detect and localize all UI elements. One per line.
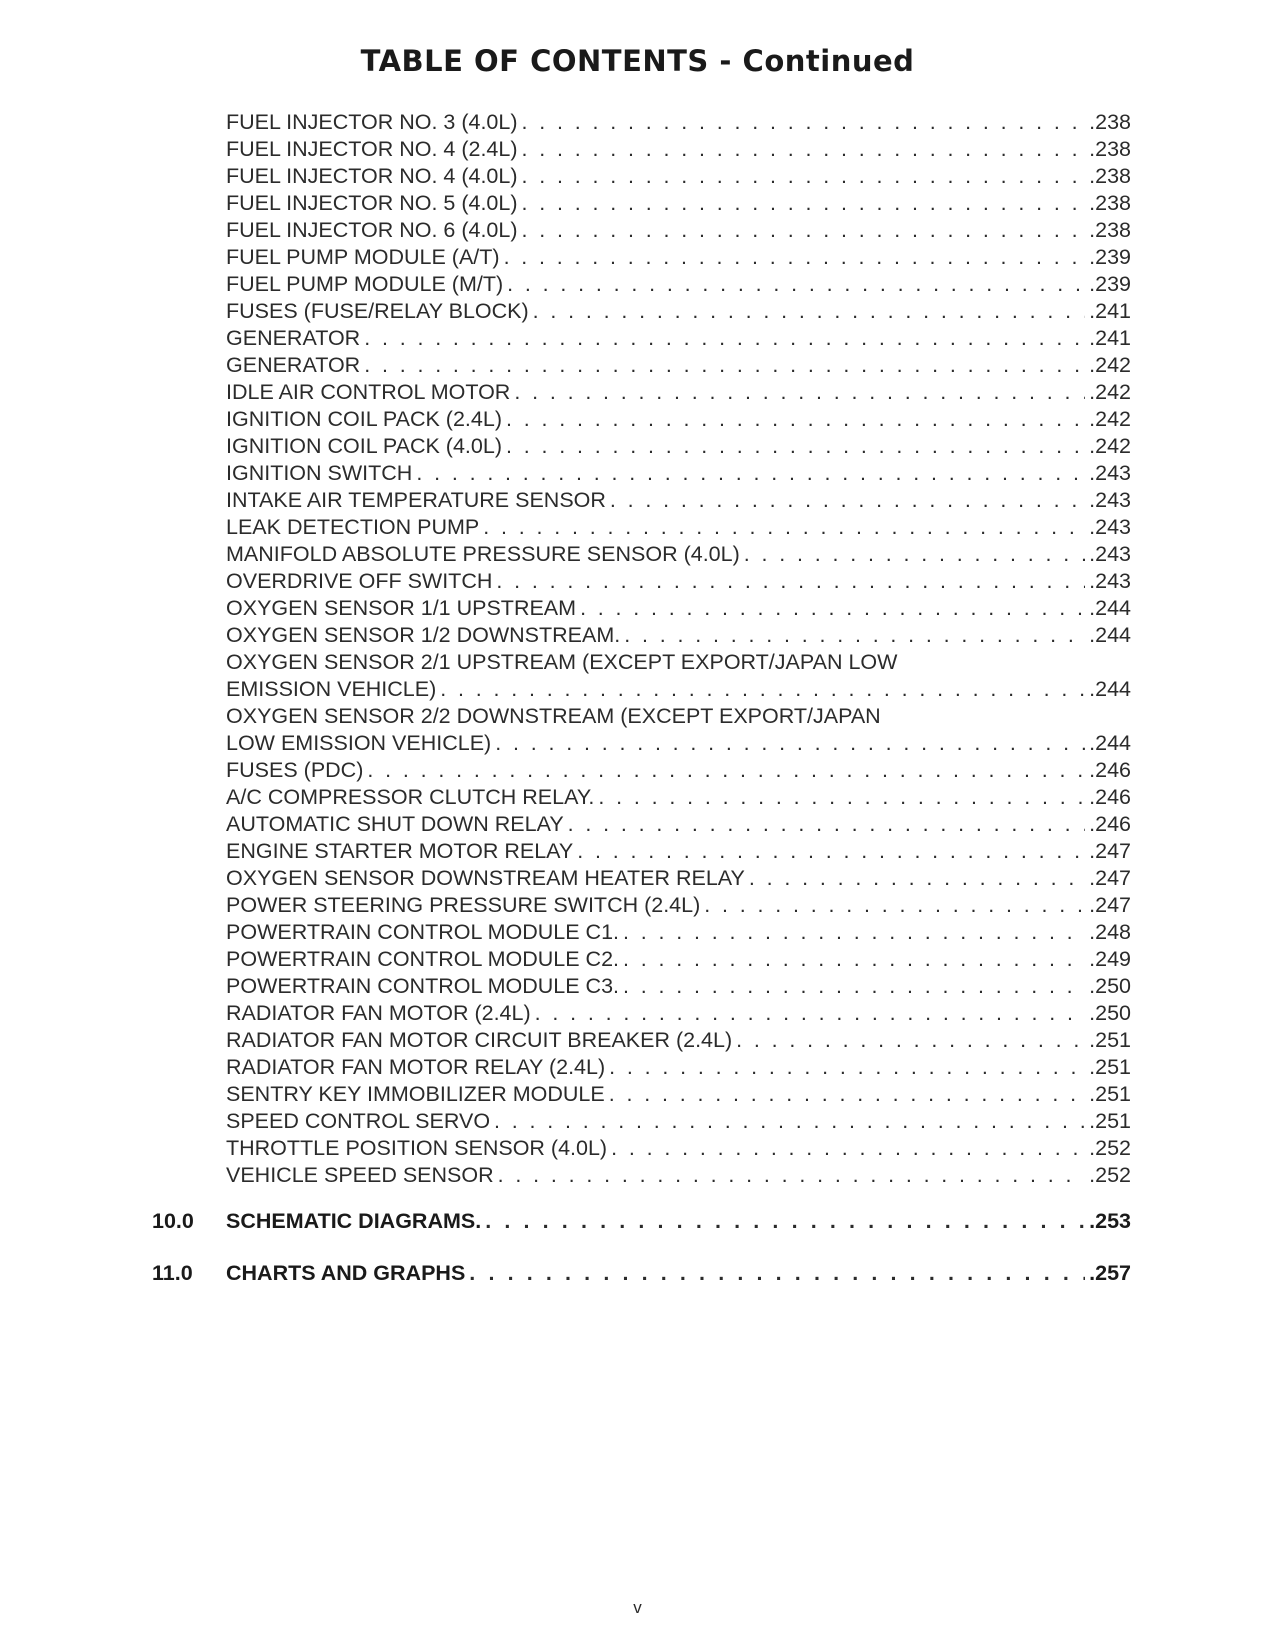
section-number: 11.0 — [152, 1261, 193, 1285]
dot-leader — [609, 1054, 1085, 1081]
entry-label-continued: EMISSION VEHICLE) — [226, 677, 437, 701]
entry-page: .238 — [1089, 137, 1131, 161]
dot-leader — [624, 622, 1085, 649]
entry-label: LEAK DETECTION PUMP — [226, 515, 480, 539]
toc-entry — [226, 865, 1131, 892]
toc-entry — [226, 1135, 1131, 1162]
entry-page: .249 — [1089, 947, 1131, 971]
dot-leader — [494, 1108, 1085, 1135]
entry-page: .251 — [1089, 1028, 1131, 1052]
dot-leader — [610, 487, 1085, 514]
entry-page: .252 — [1089, 1163, 1131, 1187]
entry-page: .252 — [1089, 1136, 1131, 1160]
dot-leader — [496, 568, 1085, 595]
toc-entry — [226, 541, 1131, 568]
toc-entry — [226, 973, 1131, 1000]
entry-label: INTAKE AIR TEMPERATURE SENSOR — [226, 488, 606, 512]
entry-page: .246 — [1089, 758, 1131, 782]
entry-page: .239 — [1089, 245, 1131, 269]
toc-entry — [226, 136, 1131, 163]
dot-leader — [623, 946, 1085, 973]
entry-label: ENGINE STARTER MOTOR RELAY — [226, 839, 574, 863]
dot-leader — [522, 109, 1086, 136]
dot-leader — [506, 433, 1085, 460]
entry-label: POWERTRAIN CONTROL MODULE C1. — [226, 920, 620, 944]
entry-page: .243 — [1089, 461, 1131, 485]
dot-leader — [623, 973, 1085, 1000]
entry-label: IDLE AIR CONTROL MOTOR — [226, 380, 511, 404]
dot-leader — [364, 352, 1085, 379]
entry-page: .244 — [1089, 731, 1131, 755]
toc-entry — [226, 1054, 1131, 1081]
entry-page: .247 — [1089, 839, 1131, 863]
entry-page: .243 — [1089, 488, 1131, 512]
toc-entry — [226, 757, 1131, 784]
entry-page: .241 — [1089, 326, 1131, 350]
entry-page: .243 — [1089, 569, 1131, 593]
toc-entry — [226, 946, 1131, 973]
page-title: TABLE OF CONTENTS - Continued — [360, 44, 915, 78]
entry-page: .242 — [1089, 407, 1131, 431]
entry-page: .243 — [1089, 542, 1131, 566]
dot-leader — [749, 865, 1085, 892]
toc-entry — [226, 595, 1131, 622]
dot-leader — [416, 460, 1085, 487]
dot-leader — [506, 406, 1085, 433]
dot-leader — [580, 595, 1085, 622]
section-page: .253 — [1089, 1209, 1131, 1233]
toc-entry — [226, 352, 1131, 379]
dot-leader — [514, 379, 1085, 406]
entry-page: .247 — [1089, 866, 1131, 890]
section-row-schematic-diagrams — [152, 1209, 1131, 1234]
entry-page: .242 — [1089, 434, 1131, 458]
dot-leader — [440, 676, 1085, 703]
entry-label: RADIATOR FAN MOTOR CIRCUIT BREAKER (2.4L) — [226, 1028, 733, 1052]
entry-page: .238 — [1089, 191, 1131, 215]
toc-entry — [226, 1027, 1131, 1054]
entry-page: .247 — [1089, 893, 1131, 917]
toc-entry — [226, 433, 1131, 460]
entry-label: RADIATOR FAN MOTOR RELAY (2.4L) — [226, 1055, 606, 1079]
entry-label: GENERATOR — [226, 353, 361, 377]
entry-label: FUEL INJECTOR NO. 4 (4.0L) — [226, 164, 518, 188]
toc-entry — [226, 325, 1131, 352]
entry-page: .250 — [1089, 974, 1131, 998]
toc-entry — [226, 406, 1131, 433]
entry-label: OVERDRIVE OFF SWITCH — [226, 569, 493, 593]
entry-label: FUEL INJECTOR NO. 3 (4.0L) — [226, 110, 518, 134]
section-number: 10.0 — [152, 1209, 194, 1233]
toc-entry — [226, 1000, 1131, 1027]
toc-entry — [226, 487, 1131, 514]
dot-leader — [522, 217, 1086, 244]
entry-label: A/C COMPRESSOR CLUTCH RELAY. — [226, 785, 595, 809]
entry-label: POWERTRAIN CONTROL MODULE C3. — [226, 974, 620, 998]
toc-entry — [226, 784, 1131, 811]
entry-page: .244 — [1089, 677, 1131, 701]
entry-label: RADIATOR FAN MOTOR (2.4L) — [226, 1001, 531, 1025]
toc-entry — [226, 244, 1131, 271]
entry-page: .244 — [1089, 596, 1131, 620]
entry-label: FUEL INJECTOR NO. 6 (4.0L) — [226, 218, 518, 242]
toc-entry — [226, 190, 1131, 217]
entry-label: GENERATOR — [226, 326, 361, 350]
toc-entry — [226, 649, 1131, 703]
dot-leader — [364, 325, 1085, 352]
toc-entry — [226, 703, 1131, 757]
toc-entry — [226, 514, 1131, 541]
toc-entry — [226, 460, 1131, 487]
entry-label: VEHICLE SPEED SENSOR — [226, 1163, 494, 1187]
entry-page: .242 — [1089, 380, 1131, 404]
dot-leader — [522, 163, 1086, 190]
dot-leader — [577, 838, 1085, 865]
entry-label: FUEL PUMP MODULE (A/T) — [226, 245, 500, 269]
toc-entry — [226, 271, 1131, 298]
entry-page: .246 — [1089, 812, 1131, 836]
dot-leader — [598, 784, 1085, 811]
dot-leader — [469, 1261, 1085, 1286]
dot-leader — [533, 298, 1085, 325]
entry-page: .244 — [1089, 623, 1131, 647]
entry-label: FUSES (PDC) — [226, 758, 364, 782]
dot-leader — [611, 1135, 1085, 1162]
entry-label: MANIFOLD ABSOLUTE PRESSURE SENSOR (4.0L) — [226, 542, 740, 566]
toc-entry — [226, 811, 1131, 838]
section-label: SCHEMATIC DIAGRAMS. — [226, 1209, 482, 1233]
dot-leader — [507, 271, 1085, 298]
entry-label: FUEL INJECTOR NO. 4 (2.4L) — [226, 137, 518, 161]
toc-list — [226, 109, 1131, 1189]
section-row-charts-and-graphs — [152, 1261, 1131, 1286]
entry-page: .238 — [1089, 164, 1131, 188]
entry-page: .242 — [1089, 353, 1131, 377]
entry-label: FUSES (FUSE/RELAY BLOCK) — [226, 299, 529, 323]
dot-leader — [495, 730, 1085, 757]
toc-entry — [226, 1108, 1131, 1135]
dot-leader — [609, 1081, 1085, 1108]
dot-leader — [744, 541, 1085, 568]
entry-page: .238 — [1089, 218, 1131, 242]
toc-entry — [226, 298, 1131, 325]
entry-label: SPEED CONTROL SERVO — [226, 1109, 491, 1133]
entry-page: .239 — [1089, 272, 1131, 296]
entry-label: POWER STEERING PRESSURE SWITCH (2.4L) — [226, 893, 701, 917]
entry-label: IGNITION COIL PACK (2.4L) — [226, 407, 502, 431]
entry-label-continued: LOW EMISSION VEHICLE) — [226, 731, 492, 755]
entry-page: .241 — [1089, 299, 1131, 323]
toc-entry — [226, 568, 1131, 595]
toc-entry — [226, 1162, 1131, 1189]
toc-entry — [226, 217, 1131, 244]
toc-entry — [226, 622, 1131, 649]
toc-entry — [226, 838, 1131, 865]
entry-label: IGNITION COIL PACK (4.0L) — [226, 434, 502, 458]
dot-leader — [498, 1162, 1086, 1189]
dot-leader — [485, 1209, 1085, 1234]
toc-entry — [226, 919, 1131, 946]
section-page: .257 — [1089, 1261, 1131, 1285]
entry-page: .246 — [1089, 785, 1131, 809]
entry-label: IGNITION SWITCH — [226, 461, 413, 485]
page-number: v — [633, 1598, 642, 1617]
entry-label: OXYGEN SENSOR 1/2 DOWNSTREAM. — [226, 623, 621, 647]
entry-label: OXYGEN SENSOR 1/1 UPSTREAM — [226, 596, 577, 620]
dot-leader — [736, 1027, 1085, 1054]
entry-page: .248 — [1089, 920, 1131, 944]
dot-leader — [704, 892, 1085, 919]
toc-entry — [226, 892, 1131, 919]
entry-page: .251 — [1089, 1055, 1131, 1079]
entry-label: FUEL INJECTOR NO. 5 (4.0L) — [226, 191, 518, 215]
dot-leader — [522, 190, 1086, 217]
entry-label: OXYGEN SENSOR DOWNSTREAM HEATER RELAY — [226, 866, 745, 890]
entry-page: .243 — [1089, 515, 1131, 539]
toc-entry — [226, 163, 1131, 190]
entry-label: OXYGEN SENSOR 2/1 UPSTREAM (EXCEPT EXPORT/JAPAN LOW — [226, 650, 898, 674]
entry-page: .238 — [1089, 110, 1131, 134]
dot-leader — [483, 514, 1085, 541]
dot-leader — [623, 919, 1085, 946]
toc-entry — [226, 379, 1131, 406]
dot-leader — [522, 136, 1086, 163]
entry-page: .250 — [1089, 1001, 1131, 1025]
entry-label: FUEL PUMP MODULE (M/T) — [226, 272, 504, 296]
section-label: CHARTS AND GRAPHS — [226, 1261, 466, 1285]
dot-leader — [367, 757, 1085, 784]
entry-label: AUTOMATIC SHUT DOWN RELAY — [226, 812, 564, 836]
entry-page: .251 — [1089, 1109, 1131, 1133]
toc-entry — [226, 1081, 1131, 1108]
entry-label: SENTRY KEY IMMOBILIZER MODULE — [226, 1082, 605, 1106]
entry-label: POWERTRAIN CONTROL MODULE C2. — [226, 947, 620, 971]
entry-label: THROTTLE POSITION SENSOR (4.0L) — [226, 1136, 608, 1160]
toc-entry — [226, 109, 1131, 136]
entry-label: OXYGEN SENSOR 2/2 DOWNSTREAM (EXCEPT EXPORT/JAPAN — [226, 704, 881, 728]
entry-page: .251 — [1089, 1082, 1131, 1106]
dot-leader — [504, 244, 1086, 271]
dot-leader — [535, 1000, 1086, 1027]
dot-leader — [568, 811, 1085, 838]
